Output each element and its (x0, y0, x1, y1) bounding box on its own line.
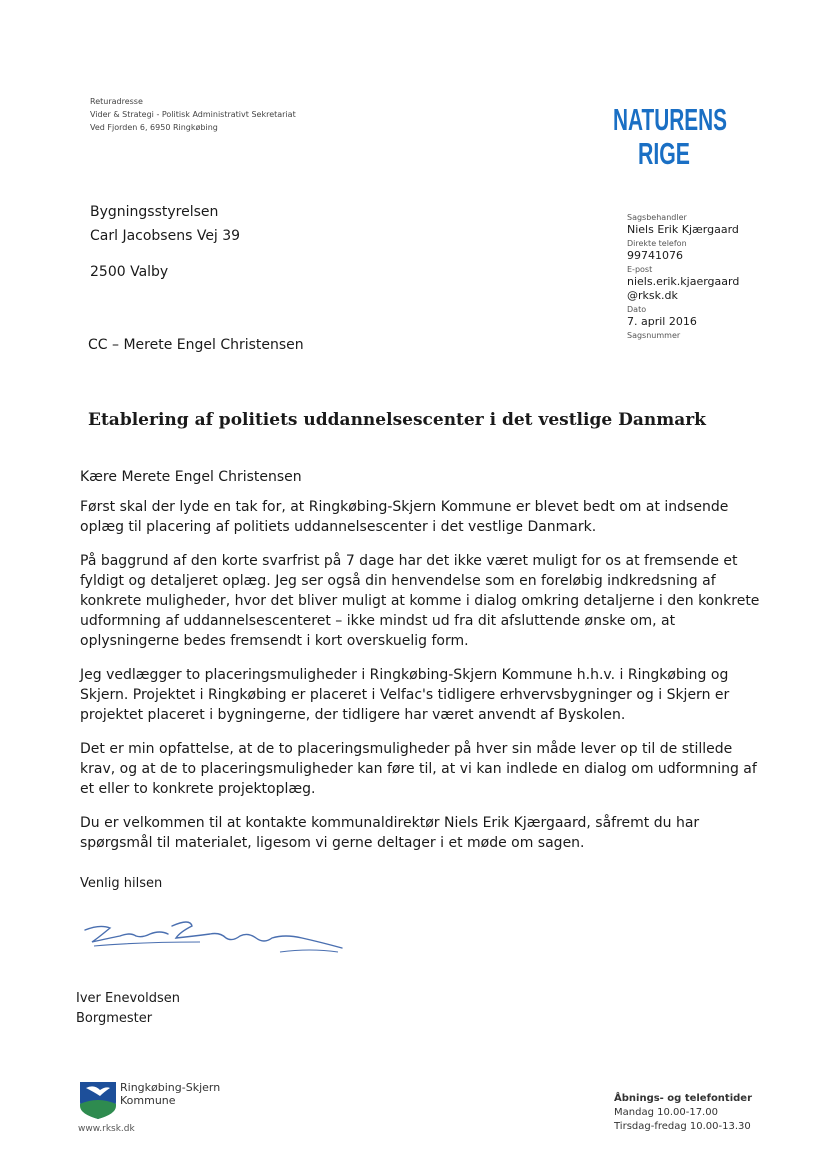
signer-role: Borgmester (76, 1011, 153, 1026)
hours-monday: Mandag 10.00-17.00 (614, 1107, 718, 1118)
opening-hours (614, 1092, 752, 1134)
recipient-street: Carl Jacobsens Vej 39 (90, 228, 241, 244)
municipality-name-line-1: Ringkøbing-Skjern (120, 1081, 221, 1094)
municipality-name-line-2: Kommune (120, 1094, 176, 1107)
recipient-name: Bygningsstyrelsen (90, 204, 219, 220)
logo-line-2: RIGE (638, 136, 690, 171)
municipality-crest-icon (78, 1078, 118, 1120)
email-label: E-post (627, 265, 653, 274)
return-address-department: Vider & Strategi - Politisk Administrativt Sekretariat (90, 110, 296, 119)
salutation: Kære Merete Engel Christensen (80, 469, 302, 485)
email-line-2: @rksk.dk (627, 289, 678, 302)
signer-name: Iver Enevoldsen (76, 991, 180, 1006)
cc-line: CC – Merete Engel Christensen (88, 337, 304, 353)
paragraph-3: Jeg vedlægger to placeringsmuligheder i Ringkøbing-Skjern Kommune h.h.v. i Ringkøbing og Skjern. Projektet i Ringkøbing er placeret i Velfac's tidligere erhvervsbygninger og i Skjern er projektet placeret i bygningerne, der tidligere har været anvendt af Byskolen. (80, 667, 730, 723)
recipient-address (90, 200, 240, 284)
recipient-city: 2500 Valby (90, 264, 169, 280)
letter-body (80, 467, 770, 867)
paragraph-1: Først skal der lyde en tak for, at Ringkøbing-Skjern Kommune er blevet bedt om at indsende oplæg til placering af politiets uddannelsescenter i det vestlige Danmark. (80, 499, 729, 535)
date-label: Dato (627, 305, 647, 314)
municipality-name (120, 1081, 220, 1107)
phone-number: 99741076 (627, 249, 683, 262)
phone-label: Direkte telefon (627, 239, 687, 248)
logo-line-1: NATURENS (613, 102, 727, 137)
handwritten-signature (80, 908, 350, 968)
letter-date: 7. april 2016 (627, 315, 697, 328)
closing: Venlig hilsen (80, 876, 163, 891)
letter-title: Etablering af politiets uddannelsescenter i det vestlige Danmark (88, 410, 706, 430)
paragraph-4: Det er min opfattelse, at de to placeringsmuligheder på hver sin måde lever op til de stillede krav, og at de to placeringsmuligheder kan føre til, at vi kan indlede en dialog om udformning af et eller to konkrete projektoplæg. (80, 741, 757, 797)
signer (76, 989, 180, 1029)
opening-hours-title: Åbnings- og telefontider (614, 1093, 753, 1104)
case-number-label: Sagsnummer (627, 331, 681, 340)
handler-label: Sagsbehandler (627, 213, 687, 222)
return-address-street: Ved Fjorden 6, 6950 Ringkøbing (90, 123, 218, 132)
case-info (627, 212, 739, 341)
handler-name: Niels Erik Kjærgaard (627, 223, 739, 236)
naturens-rige-logo (612, 100, 728, 171)
email-line-1: niels.erik.kjaergaard (627, 275, 740, 288)
paragraph-5: Du er velkommen til at kontakte kommunaldirektør Niels Erik Kjærgaard, såfremt du har spørgsmål til materialet, ligesom vi gerne deltager i et møde om sagen. (80, 815, 700, 851)
return-address-label: Returadresse (90, 97, 143, 106)
hours-tue-fri: Tirsdag-fredag 10.00-13.30 (614, 1121, 751, 1132)
paragraph-2: På baggrund af den korte svarfrist på 7 dage har det ikke været muligt for os at fremsende et fyldigt og detaljeret oplæg. Jeg ser også din henvendelse som en foreløbig indkredsning af konkrete muligheder, hvor det bliver muligt at komme i dialog omkring detaljerne i den konkrete udformning af uddannelsescenteret – ikke mindst ud fra dit afsluttende ønske om, at oplysningerne bedes fremsendt i kort overskuelig form. (80, 553, 760, 649)
website-link[interactable]: www.rksk.dk (78, 1124, 135, 1134)
return-address (90, 95, 296, 134)
